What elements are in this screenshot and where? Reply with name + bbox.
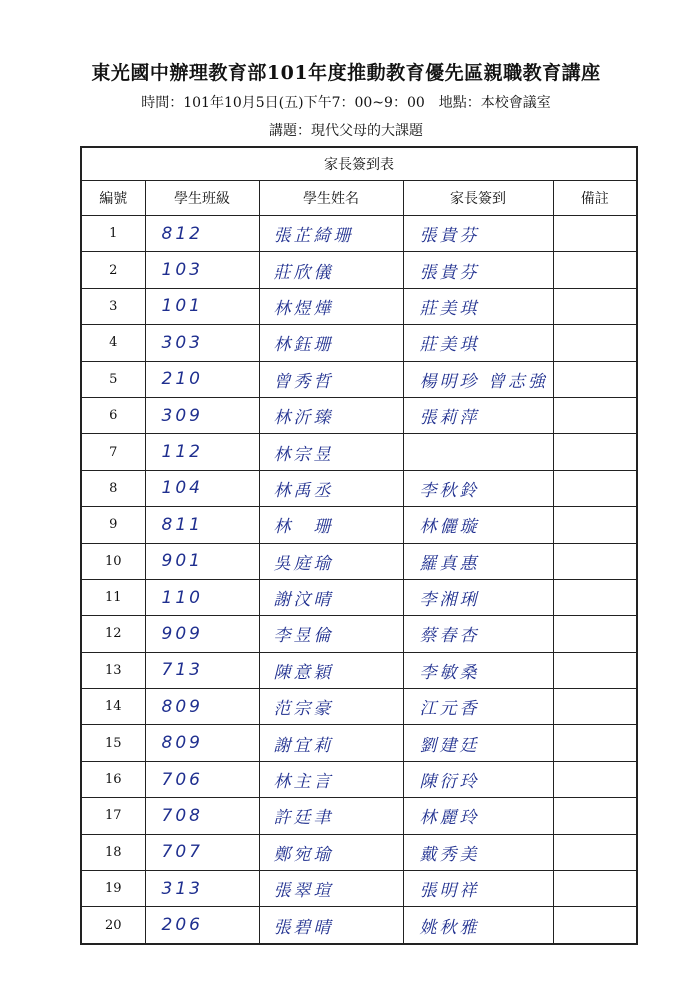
table-row [81,689,637,725]
table-row [81,834,637,870]
table-caption: 家長簽到表 [81,147,637,181]
parent-signature: 張莉萍 [403,397,553,433]
remarks [553,652,637,688]
row-number: 9 [81,507,145,543]
student-name: 張芷綺珊 [259,216,403,252]
table-row [81,579,637,615]
remarks [553,543,637,579]
student-name: 李昱倫 [259,616,403,652]
row-number: 8 [81,470,145,506]
student-class: 708 [145,798,259,834]
student-class: 313 [145,871,259,907]
student-name: 范宗豪 [259,689,403,725]
header-student-name: 學生姓名 [259,181,403,216]
student-name: 莊欣儀 [259,252,403,288]
row-number: 2 [81,252,145,288]
remarks [553,616,637,652]
parent-signature: 林儷璇 [403,507,553,543]
remarks [553,907,637,944]
student-name: 林 珊 [259,507,403,543]
student-name: 曾秀哲 [259,361,403,397]
table-body [81,216,637,944]
row-number: 11 [81,579,145,615]
parent-signature: 姚秋雅 [403,907,553,944]
student-class: 112 [145,434,259,470]
remarks [553,216,637,252]
student-class: 811 [145,507,259,543]
header-class: 學生班級 [145,181,259,216]
remarks [553,470,637,506]
row-number: 12 [81,616,145,652]
event-time-location: 時間：101年10月5日(五)下午7：00~9：00 地點：本校會議室 [141,95,551,111]
parent-signature: 李湘琍 [403,579,553,615]
student-class: 309 [145,397,259,433]
student-name: 陳意穎 [259,652,403,688]
table-row [81,470,637,506]
sign-in-table [80,146,638,945]
parent-signature: 張貴芬 [403,252,553,288]
row-number: 15 [81,725,145,761]
remarks [553,798,637,834]
row-number: 13 [81,652,145,688]
student-name: 張翠瑄 [259,871,403,907]
remarks [553,761,637,797]
table-row [81,434,637,470]
table-row [81,761,637,797]
remarks [553,397,637,433]
row-number: 4 [81,325,145,361]
parent-signature: 林麗玲 [403,798,553,834]
row-number: 6 [81,397,145,433]
remarks [553,725,637,761]
row-number: 5 [81,361,145,397]
student-class: 103 [145,252,259,288]
row-number: 16 [81,761,145,797]
parent-signature: 楊明珍 曾志強 [403,361,553,397]
header-number: 編號 [81,181,145,216]
header-remarks: 備註 [553,181,637,216]
student-class: 303 [145,325,259,361]
table-row [81,361,637,397]
student-class: 809 [145,689,259,725]
table-row [81,725,637,761]
row-number: 10 [81,543,145,579]
student-class: 809 [145,725,259,761]
remarks [553,361,637,397]
student-name: 謝宜莉 [259,725,403,761]
student-class: 707 [145,834,259,870]
student-class: 812 [145,216,259,252]
table-row [81,252,637,288]
parent-signature [403,434,553,470]
row-number: 1 [81,216,145,252]
table-row [81,798,637,834]
parent-signature: 陳衍玲 [403,761,553,797]
student-name: 林主言 [259,761,403,797]
table-row [81,616,637,652]
student-class: 210 [145,361,259,397]
table-row [81,871,637,907]
row-number: 19 [81,871,145,907]
table-row [81,507,637,543]
student-name: 林沂臻 [259,397,403,433]
remarks [553,252,637,288]
parent-signature: 莊美琪 [403,325,553,361]
table-row [81,652,637,688]
remarks [553,689,637,725]
parent-signature: 江元香 [403,689,553,725]
student-name: 吳庭瑜 [259,543,403,579]
student-class: 206 [145,907,259,944]
remarks [553,834,637,870]
row-number: 18 [81,834,145,870]
student-class: 104 [145,470,259,506]
parent-signature: 李敏桑 [403,652,553,688]
student-name: 張碧晴 [259,907,403,944]
remarks [553,507,637,543]
remarks [553,434,637,470]
row-number: 17 [81,798,145,834]
student-class: 713 [145,652,259,688]
parent-signature: 劉建廷 [403,725,553,761]
parent-signature: 蔡春杏 [403,616,553,652]
table-row [81,543,637,579]
table-row [81,288,637,324]
student-class: 909 [145,616,259,652]
student-class: 901 [145,543,259,579]
row-number: 7 [81,434,145,470]
student-name: 鄭宛瑜 [259,834,403,870]
lecture-topic: 講題：現代父母的大課題 [269,123,423,139]
row-number: 14 [81,689,145,725]
remarks [553,325,637,361]
remarks [553,288,637,324]
student-class: 101 [145,288,259,324]
parent-signature: 莊美琪 [403,288,553,324]
parent-signature: 張明祥 [403,871,553,907]
table-row [81,907,637,944]
row-number: 20 [81,907,145,944]
student-name: 林禹丞 [259,470,403,506]
student-name: 林煜燁 [259,288,403,324]
student-class: 706 [145,761,259,797]
row-number: 3 [81,288,145,324]
parent-signature: 戴秀美 [403,834,553,870]
table-row [81,216,637,252]
student-name: 謝汶晴 [259,579,403,615]
header-parent-signature: 家長簽到 [403,181,553,216]
parent-signature: 李秋鈴 [403,470,553,506]
remarks [553,579,637,615]
student-name: 許廷聿 [259,798,403,834]
student-class: 110 [145,579,259,615]
student-name: 林宗昱 [259,434,403,470]
table-row [81,397,637,433]
table-row [81,325,637,361]
parent-signature: 張貴芬 [403,216,553,252]
document-title: 東光國中辦理教育部101年度推動教育優先區親職教育講座 [91,62,601,84]
student-name: 林鈺珊 [259,325,403,361]
remarks [553,871,637,907]
parent-signature: 羅真惠 [403,543,553,579]
